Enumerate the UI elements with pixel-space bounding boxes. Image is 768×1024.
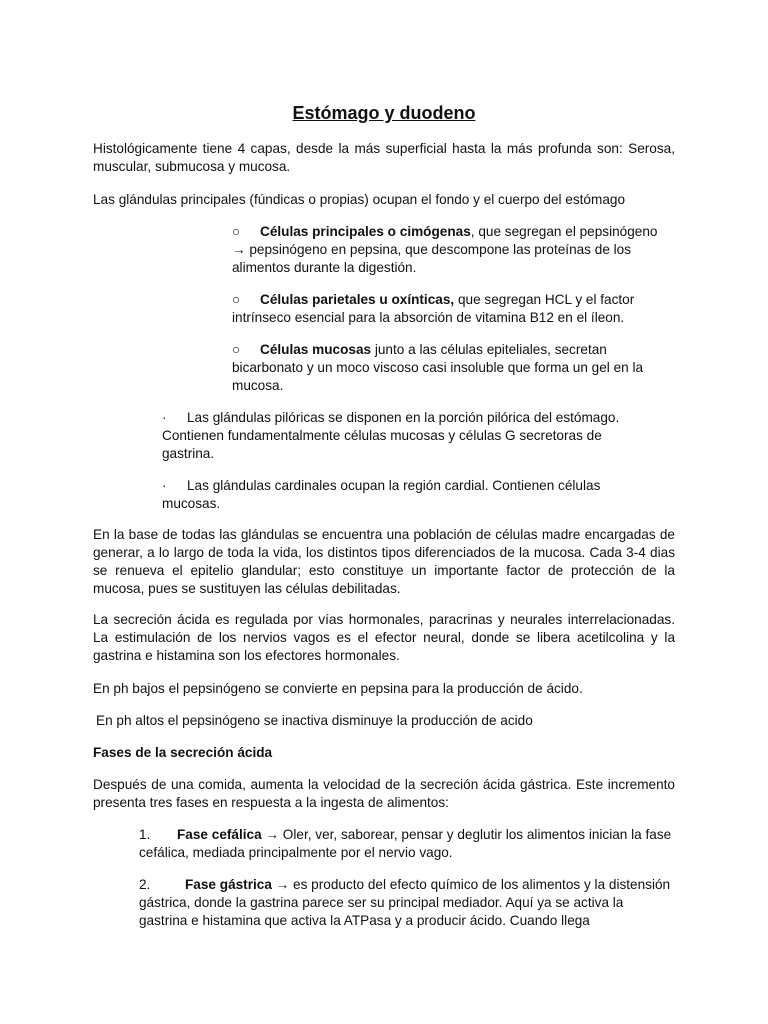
item-text: Las glándulas cardinales ocupan la región cardial. Contienen células mucosas. <box>162 478 601 511</box>
item-text: → Oler, ver, saborear, pensar y deglutir los alimentos inician la fase cefálica, mediada principalmente por el nervio vago. <box>139 827 672 860</box>
numbered-list-item <box>139 876 675 930</box>
item-number: 1. <box>139 827 151 842</box>
circle-bullet-icon: ○ <box>232 342 241 357</box>
item-number: 2. <box>139 877 151 892</box>
dot-bullet-icon: · <box>162 478 167 493</box>
numbered-list-item <box>139 826 675 862</box>
item-term: Células principales o cimógenas <box>260 224 471 239</box>
item-term: Fase cefálica <box>177 827 262 842</box>
section-heading: Fases de la secreción ácida <box>93 745 273 760</box>
circle-bullet-icon: ○ <box>232 224 241 239</box>
item-text: que segregan HCL y el factor intrínseco esencial para la absorción de vitamina B12 en el íleon. <box>232 292 635 325</box>
item-text: , que segregan el pepsinógeno → pepsinógeno en pepsina, que descompone las proteínas de los alimentos durante la digestión. <box>232 224 658 275</box>
dot-bullet-icon: · <box>162 410 167 425</box>
paragraph-layers: Histológicamente tiene 4 capas, desde la más superficial hasta la más profunda son: Serosa, muscular, submucosa y mucosa. <box>93 141 675 174</box>
circle-bullet-icon: ○ <box>232 292 241 307</box>
sub-list-item <box>232 341 672 395</box>
dot-list-item <box>162 477 632 513</box>
sub-list-item <box>232 291 672 327</box>
page-title: Estómago y duodeno <box>292 103 476 123</box>
item-term: Células parietales u oxínticas, <box>260 292 455 307</box>
item-term: Células mucosas <box>260 342 372 357</box>
paragraph-stem-cells: En la base de todas las glándulas se encuentra una población de células madre encargadas de generar, a lo largo de toda la vida, los distintos tipos diferenciados de la mucosa. Cada 3-4 dias se renueva el epitelio glandular; esto constituye un importante factor de protección de la mucosa, pues se sustituyen las células debilitadas. <box>93 527 675 596</box>
paragraph-glands: Las glándulas principales (fúndicas o propias) ocupan el fondo y el cuerpo del estómago <box>93 192 626 207</box>
item-term: Fase gástrica <box>185 877 272 892</box>
item-text: → es producto del efecto químico de los alimentos y la distensión gástrica, donde la gastrina parece ser su principal mediador. Aquí ya se activa la gastrina e histamina que activa la ATPasa y a producir ácido. Cuando llega <box>139 877 671 928</box>
paragraph-acid-regulation: La secreción ácida es regulada por vías hormonales, paracrinas y neurales interrelacionadas. La estimulación de los nervios vagos es el efector neural, donde se libera acetilcolina y la gastrina e histamina son los efectores hormonales. <box>93 612 675 663</box>
paragraph-high-ph: En ph altos el pepsinógeno se inactiva disminuye la producción de acido <box>96 713 533 728</box>
item-text: junto a las células epiteliales, secretan bicarbonato y un moco viscoso casi insoluble que forma un gel en la mucosa. <box>232 342 644 393</box>
sub-list-item <box>232 223 672 277</box>
paragraph-low-ph: En ph bajos el pepsinógeno se convierte en pepsina para la producción de ácido. <box>93 681 583 696</box>
dot-list-item <box>162 409 632 463</box>
item-text: Las glándulas pilóricas se disponen en la porción pilórica del estómago. Contienen fundamentalmente células mucosas y células G secretoras de gastrina. <box>162 410 620 461</box>
paragraph-phases-intro: Después de una comida, aumenta la velocidad de la secreción ácida gástrica. Este incremento presenta tres fases en respuesta a la ingesta de alimentos: <box>93 777 675 810</box>
